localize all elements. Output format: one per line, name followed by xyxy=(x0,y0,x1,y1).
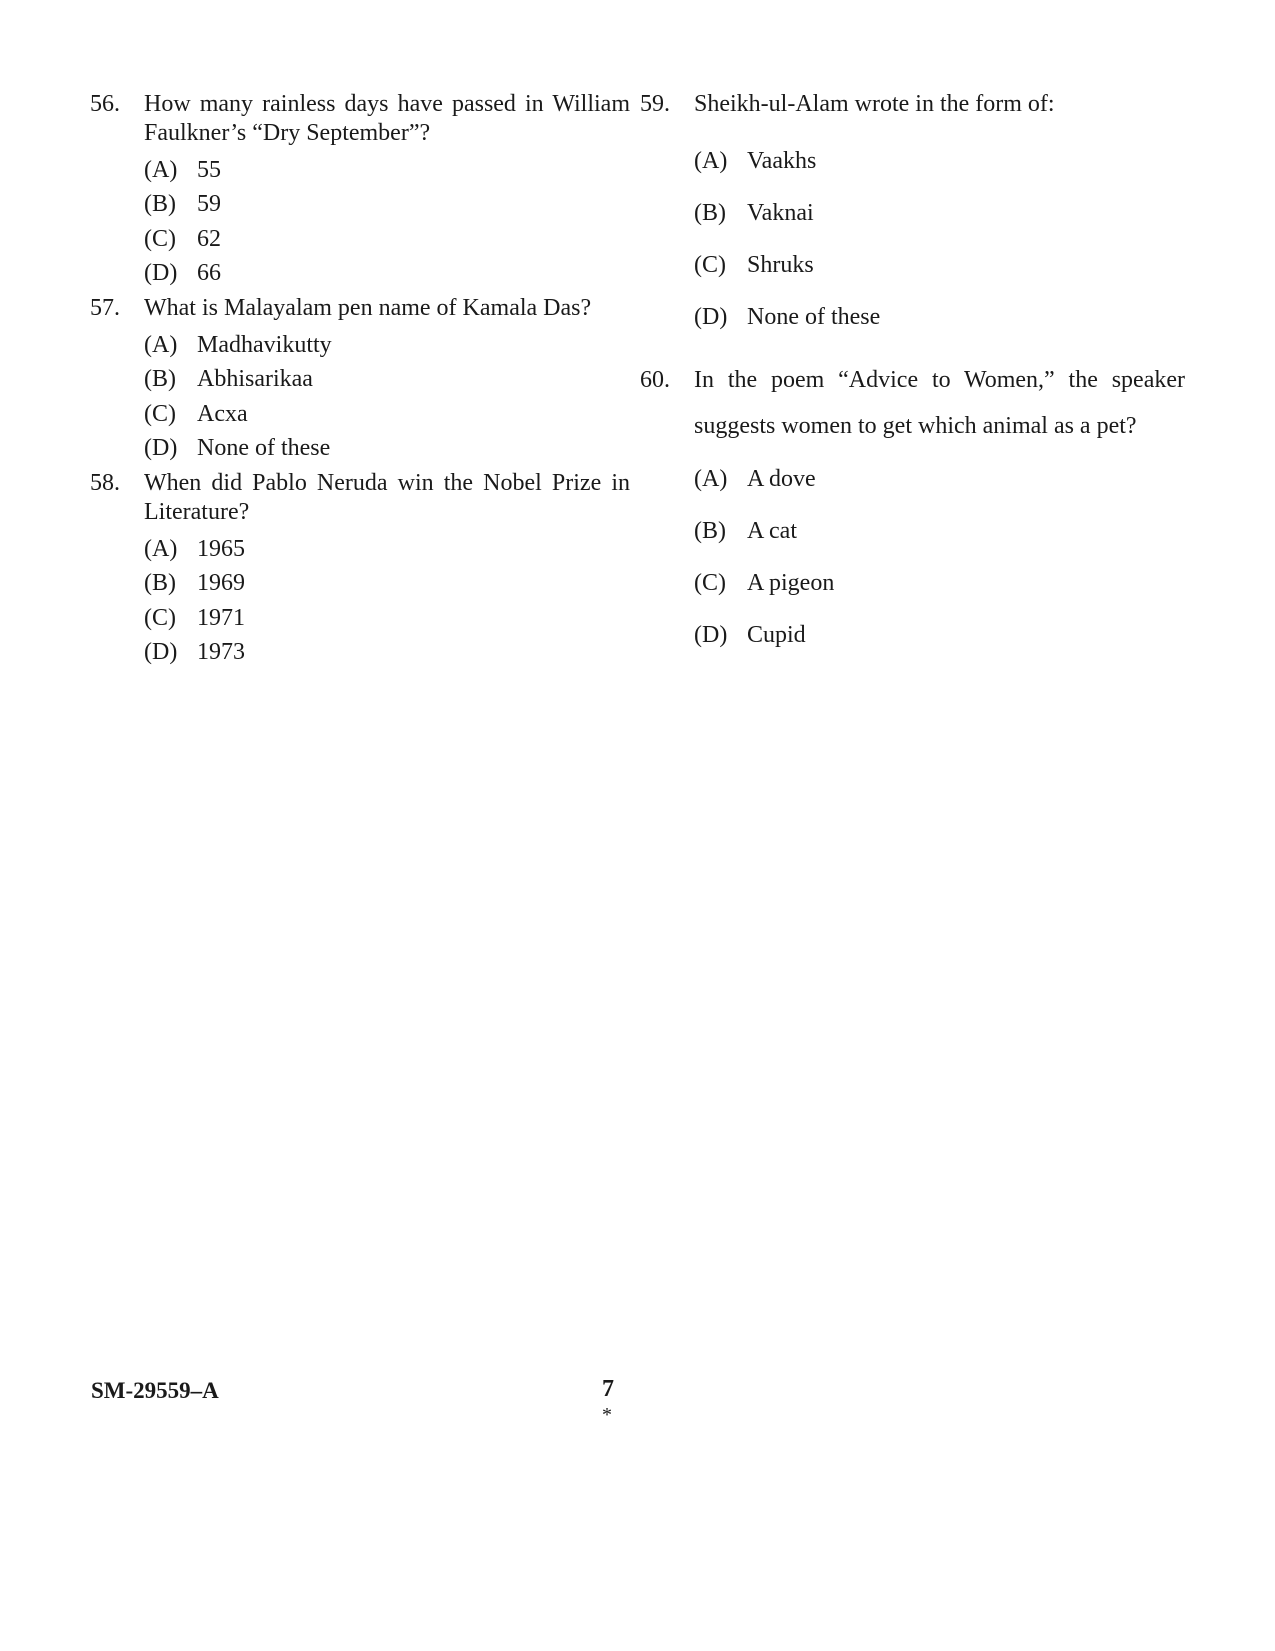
option-b xyxy=(144,363,630,398)
option-b xyxy=(144,567,630,602)
option-text: 1965 xyxy=(197,535,245,562)
option-b xyxy=(144,188,630,223)
option-text: 59 xyxy=(197,191,221,218)
page-number: 7 xyxy=(602,1376,614,1402)
option-label: (D) xyxy=(694,303,728,330)
option-text: Vaknai xyxy=(747,199,814,226)
option-c xyxy=(694,239,1185,291)
options-list xyxy=(144,153,630,291)
option-label: (C) xyxy=(144,225,176,252)
option-d xyxy=(144,432,630,467)
left-column xyxy=(90,90,630,673)
option-label: (B) xyxy=(144,570,176,597)
option-label: (B) xyxy=(694,517,726,544)
question-text: Sheikh-ul-Alam wrote in the form of: xyxy=(694,91,1055,117)
option-text: None of these xyxy=(747,303,881,330)
option-text: Vaakhs xyxy=(747,147,817,174)
option-label: (C) xyxy=(144,400,176,427)
question-number: 59. xyxy=(640,91,670,117)
question-text: What is Malayalam pen name of Kamala Das? xyxy=(144,295,592,321)
question-text: How many rainless days have passed in William Faulkner’s “Dry September”? xyxy=(144,91,630,146)
option-label: (B) xyxy=(694,199,726,226)
option-b xyxy=(694,187,1185,239)
question-number: 60. xyxy=(640,367,670,393)
option-label: (C) xyxy=(144,604,176,631)
option-a xyxy=(694,135,1185,187)
option-a xyxy=(144,328,630,363)
option-text: 1971 xyxy=(197,604,245,631)
option-text: A dove xyxy=(747,465,816,492)
option-d xyxy=(144,257,630,292)
option-text: A pigeon xyxy=(747,569,835,596)
option-label: (D) xyxy=(694,621,728,648)
option-d xyxy=(694,609,1185,661)
option-b xyxy=(694,505,1185,557)
question-57 xyxy=(90,294,630,323)
option-label: (A) xyxy=(144,535,178,562)
option-text: 66 xyxy=(197,260,221,287)
option-label: (C) xyxy=(694,569,726,596)
option-a xyxy=(144,532,630,567)
option-text: 62 xyxy=(197,225,221,252)
option-label: (C) xyxy=(694,251,726,278)
question-number: 58. xyxy=(90,470,120,496)
option-text: Cupid xyxy=(747,621,806,648)
question-number: 56. xyxy=(90,91,120,117)
option-label: (A) xyxy=(694,147,728,174)
paper-code: SM-29559–A xyxy=(91,1378,219,1403)
option-text: Abhisarikaa xyxy=(197,366,313,393)
option-label: (D) xyxy=(144,260,178,287)
option-label: (B) xyxy=(144,366,176,393)
question-58 xyxy=(90,469,630,527)
option-text: A cat xyxy=(747,517,797,544)
question-56 xyxy=(90,90,630,148)
option-a xyxy=(144,153,630,188)
question-text: In the poem “Advice to Women,” the speaker suggests women to get which animal as a pet? xyxy=(694,367,1185,439)
option-text: 1973 xyxy=(197,639,245,666)
option-text: Madhavikutty xyxy=(197,331,332,358)
options-list xyxy=(694,453,1185,661)
option-c xyxy=(694,557,1185,609)
option-label: (A) xyxy=(144,331,178,358)
option-c xyxy=(144,601,630,636)
option-a xyxy=(694,453,1185,505)
option-d xyxy=(694,291,1185,343)
option-label: (B) xyxy=(144,191,176,218)
option-text: 55 xyxy=(197,156,221,183)
option-d xyxy=(144,636,630,671)
option-c xyxy=(144,397,630,432)
options-list xyxy=(144,328,630,466)
option-text: 1969 xyxy=(197,570,245,597)
options-list xyxy=(144,532,630,670)
option-text: None of these xyxy=(197,435,331,462)
question-number: 57. xyxy=(90,295,120,321)
option-c xyxy=(144,222,630,257)
footer-mark: * xyxy=(602,1404,612,1426)
option-label: (D) xyxy=(144,435,178,462)
question-59 xyxy=(640,90,1185,119)
options-list xyxy=(694,135,1185,343)
option-text: Shruks xyxy=(747,251,814,278)
question-text: When did Pablo Neruda win the Nobel Prize in Literature? xyxy=(144,470,630,525)
option-label: (A) xyxy=(144,156,178,183)
option-label: (A) xyxy=(694,465,728,492)
option-label: (D) xyxy=(144,639,178,666)
option-text: Acxa xyxy=(197,400,248,427)
question-60 xyxy=(640,357,1185,449)
right-column xyxy=(640,90,1185,661)
